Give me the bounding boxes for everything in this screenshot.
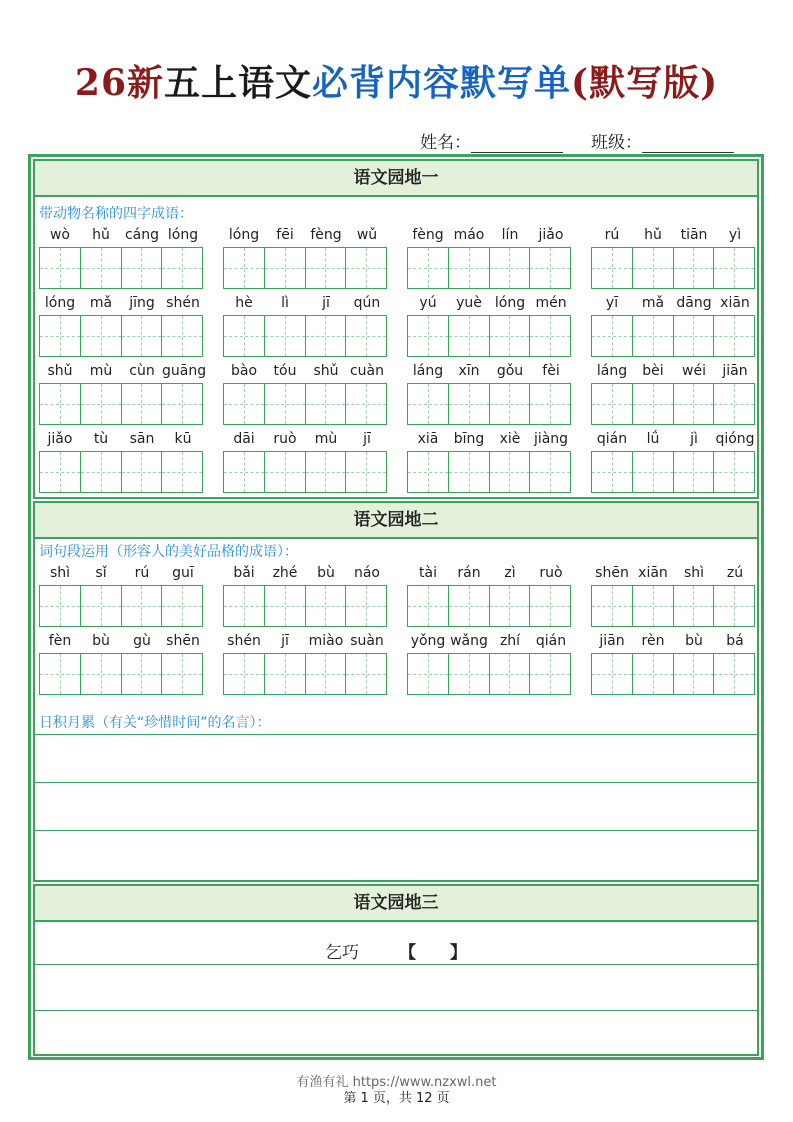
pinyin-label: gù bbox=[133, 633, 151, 649]
grid-cell[interactable] bbox=[490, 654, 531, 694]
writing-grid[interactable] bbox=[39, 247, 203, 289]
grid-cell[interactable] bbox=[714, 384, 754, 424]
pinyin-label: mén bbox=[535, 295, 567, 311]
title-part4: (默写版) bbox=[571, 62, 719, 104]
grid-cell[interactable] bbox=[40, 248, 81, 288]
grid-cell[interactable] bbox=[224, 316, 265, 356]
pinyin-label: cùn bbox=[129, 363, 155, 379]
pinyin-label: qián bbox=[596, 431, 628, 447]
pinyin-label: ruò bbox=[539, 565, 563, 581]
pinyin-label: shì bbox=[683, 565, 705, 581]
pinyin-label: jiān bbox=[599, 633, 625, 649]
pinyin-label: suàn bbox=[350, 633, 384, 649]
pinyin-label: fèn bbox=[48, 633, 72, 649]
section-1 bbox=[33, 159, 759, 499]
pinyin-label: jī bbox=[322, 295, 330, 311]
grid-cell[interactable] bbox=[162, 248, 202, 288]
class-label: 班级： bbox=[591, 133, 642, 153]
pinyin-label: bīng bbox=[453, 431, 485, 447]
title-part2: 五上语文 bbox=[164, 62, 313, 104]
grid-cell[interactable] bbox=[449, 384, 490, 424]
pinyin-label: rèn bbox=[641, 633, 665, 649]
grid-cell[interactable] bbox=[265, 452, 306, 492]
grid-cell[interactable] bbox=[490, 452, 531, 492]
writing-line bbox=[35, 830, 757, 831]
title-part3: 必背内容默写单 bbox=[312, 62, 572, 104]
pinyin-label: xiān bbox=[720, 295, 750, 311]
writing-grid[interactable] bbox=[407, 451, 571, 493]
pinyin-label: jiǎo bbox=[538, 227, 564, 243]
writing-grid[interactable] bbox=[591, 315, 755, 357]
grid-cell[interactable] bbox=[490, 316, 531, 356]
grid-cell[interactable] bbox=[224, 586, 265, 626]
writing-grid[interactable] bbox=[223, 653, 387, 695]
pinyin-label: lì bbox=[281, 295, 289, 311]
pinyin-label: rú bbox=[134, 565, 150, 581]
grid-cell[interactable] bbox=[633, 654, 674, 694]
grid-cell[interactable] bbox=[162, 316, 202, 356]
grid-cell[interactable] bbox=[162, 384, 202, 424]
writing-line bbox=[35, 734, 757, 735]
grid-cell[interactable] bbox=[449, 316, 490, 356]
pinyin-label: náo bbox=[353, 565, 381, 581]
pinyin-label: zhí bbox=[499, 633, 521, 649]
footer-watermark: 有渔有礼 https://www.nzxwl.net bbox=[296, 1075, 497, 1090]
poem-title: 乞巧 bbox=[325, 943, 359, 963]
pinyin-label: xiè bbox=[499, 431, 521, 447]
grid-cell[interactable] bbox=[633, 452, 674, 492]
grid-cell[interactable] bbox=[346, 316, 386, 356]
grid-cell[interactable] bbox=[408, 452, 449, 492]
grid-cell[interactable] bbox=[592, 654, 633, 694]
grid-cell[interactable] bbox=[306, 586, 347, 626]
pinyin-label: jī bbox=[281, 633, 289, 649]
pinyin-label: qún bbox=[353, 295, 381, 311]
section-2-sublabel: 词句段运用（形容人的美好品格的成语）： bbox=[39, 544, 298, 560]
pinyin-label: jiǎo bbox=[47, 431, 73, 447]
section-1-header: 语文园地一 bbox=[35, 161, 757, 197]
writing-grid[interactable] bbox=[223, 247, 387, 289]
pinyin-label: shén bbox=[227, 633, 261, 649]
grid-cell[interactable] bbox=[530, 248, 570, 288]
grid-cell[interactable] bbox=[265, 316, 306, 356]
pinyin-label: fèi bbox=[542, 363, 560, 379]
pinyin-label: shǔ bbox=[47, 363, 73, 379]
pinyin-label: wǔ bbox=[356, 227, 378, 243]
pinyin-label: bù bbox=[685, 633, 703, 649]
pinyin-label: sǐ bbox=[95, 565, 107, 581]
grid-cell[interactable] bbox=[81, 248, 122, 288]
grid-cell[interactable] bbox=[530, 586, 570, 626]
writing-line bbox=[35, 782, 757, 783]
grid-cell[interactable] bbox=[490, 586, 531, 626]
grid-cell[interactable] bbox=[674, 452, 715, 492]
section-2-sublabel2: 日积月累（有关“珍惜时间”的名言）： bbox=[39, 715, 271, 731]
grid-cell[interactable] bbox=[162, 452, 202, 492]
grid-cell[interactable] bbox=[346, 586, 386, 626]
grid-cell[interactable] bbox=[530, 384, 570, 424]
pinyin-label: lín bbox=[501, 227, 519, 243]
pinyin-label: yuè bbox=[456, 295, 482, 311]
grid-cell[interactable] bbox=[40, 452, 81, 492]
pinyin-label: fèng bbox=[412, 227, 444, 243]
writing-line bbox=[35, 964, 757, 965]
pinyin-label: jiān bbox=[722, 363, 748, 379]
pinyin-label: bèi bbox=[642, 363, 664, 379]
pinyin-label: bào bbox=[230, 363, 258, 379]
writing-grid[interactable] bbox=[39, 383, 203, 425]
writing-grid[interactable] bbox=[223, 315, 387, 357]
grid-cell[interactable] bbox=[674, 586, 715, 626]
writing-grid[interactable] bbox=[407, 315, 571, 357]
pinyin-label: yì bbox=[728, 227, 742, 243]
grid-cell[interactable] bbox=[714, 248, 754, 288]
grid-cell[interactable] bbox=[122, 654, 163, 694]
pinyin-label: tiān bbox=[680, 227, 708, 243]
poem-item bbox=[35, 938, 757, 963]
name-label: 姓名： bbox=[420, 133, 471, 153]
grid-cell[interactable] bbox=[346, 452, 386, 492]
pinyin-label: yǒng bbox=[410, 633, 446, 649]
grid-cell[interactable] bbox=[224, 452, 265, 492]
pinyin-label: jiàng bbox=[533, 431, 569, 447]
pinyin-label: jīng bbox=[129, 295, 155, 311]
grid-cell[interactable] bbox=[408, 384, 449, 424]
grid-cell[interactable] bbox=[490, 384, 531, 424]
grid-cell[interactable] bbox=[592, 316, 633, 356]
grid-cell[interactable] bbox=[122, 316, 163, 356]
grid-cell[interactable] bbox=[346, 384, 386, 424]
pinyin-label: lóng bbox=[494, 295, 526, 311]
pinyin-label: qián bbox=[535, 633, 567, 649]
pinyin-label: wéi bbox=[682, 363, 706, 379]
grid-cell[interactable] bbox=[162, 654, 202, 694]
pinyin-label: sān bbox=[129, 431, 155, 447]
grid-cell[interactable] bbox=[265, 248, 306, 288]
grid-cell[interactable] bbox=[122, 248, 163, 288]
grid-cell[interactable] bbox=[81, 452, 122, 492]
grid-cell[interactable] bbox=[265, 586, 306, 626]
pinyin-label: bù bbox=[317, 565, 335, 581]
grid-cell[interactable] bbox=[162, 586, 202, 626]
grid-cell[interactable] bbox=[674, 654, 715, 694]
pinyin-label: shén bbox=[166, 295, 200, 311]
grid-cell[interactable] bbox=[633, 384, 674, 424]
writing-grid[interactable] bbox=[223, 383, 387, 425]
pinyin-label: lóng bbox=[44, 295, 76, 311]
grid-cell[interactable] bbox=[633, 316, 674, 356]
grid-cell[interactable] bbox=[714, 316, 754, 356]
pinyin-label: mǎ bbox=[641, 295, 665, 311]
pinyin-label: lǘ bbox=[646, 431, 660, 447]
grid-cell[interactable] bbox=[592, 248, 633, 288]
writing-grid[interactable] bbox=[591, 585, 755, 627]
writing-grid[interactable] bbox=[39, 585, 203, 627]
pinyin-label: tóu bbox=[273, 363, 297, 379]
grid-cell[interactable] bbox=[592, 384, 633, 424]
pinyin-label: bá bbox=[726, 633, 744, 649]
section-2-header: 语文园地二 bbox=[35, 503, 757, 539]
pinyin-label: jì bbox=[690, 431, 698, 447]
writing-grid[interactable] bbox=[591, 451, 755, 493]
class-field[interactable] bbox=[642, 136, 734, 153]
pinyin-label: zì bbox=[504, 565, 516, 581]
pinyin-label: qióng bbox=[715, 431, 755, 447]
grid-cell[interactable] bbox=[674, 248, 715, 288]
pinyin-label: hǔ bbox=[644, 227, 662, 243]
pinyin-label: cáng bbox=[124, 227, 160, 243]
grid-cell[interactable] bbox=[530, 654, 570, 694]
writing-grid[interactable] bbox=[407, 247, 571, 289]
grid-cell[interactable] bbox=[449, 452, 490, 492]
writing-line bbox=[35, 1010, 757, 1011]
pinyin-label: yú bbox=[419, 295, 437, 311]
writing-grid[interactable] bbox=[407, 653, 571, 695]
grid-cell[interactable] bbox=[306, 654, 347, 694]
pinyin-label: mǎ bbox=[89, 295, 113, 311]
section-2 bbox=[33, 501, 759, 882]
grid-cell[interactable] bbox=[449, 248, 490, 288]
grid-cell[interactable] bbox=[81, 654, 122, 694]
pinyin-label: fèng bbox=[310, 227, 342, 243]
grid-cell[interactable] bbox=[346, 654, 386, 694]
pinyin-label: láng bbox=[412, 363, 444, 379]
pinyin-label: wò bbox=[49, 227, 70, 243]
grid-cell[interactable] bbox=[122, 586, 163, 626]
pinyin-label: láng bbox=[596, 363, 628, 379]
writing-grid[interactable] bbox=[591, 247, 755, 289]
grid-cell[interactable] bbox=[714, 586, 754, 626]
section-3-header: 语文园地三 bbox=[35, 886, 757, 922]
grid-cell[interactable] bbox=[674, 384, 715, 424]
grid-cell[interactable] bbox=[122, 452, 163, 492]
grid-cell[interactable] bbox=[122, 384, 163, 424]
grid-cell[interactable] bbox=[81, 586, 122, 626]
grid-cell[interactable] bbox=[449, 586, 490, 626]
pinyin-label: máo bbox=[453, 227, 485, 243]
grid-cell[interactable] bbox=[449, 654, 490, 694]
grid-cell[interactable] bbox=[40, 384, 81, 424]
name-class-bar bbox=[420, 128, 734, 153]
page-title bbox=[0, 60, 793, 106]
pinyin-label: jī bbox=[363, 431, 371, 447]
grid-cell[interactable] bbox=[408, 248, 449, 288]
pinyin-label: rú bbox=[604, 227, 620, 243]
pinyin-label: xiā bbox=[417, 431, 439, 447]
grid-cell[interactable] bbox=[490, 248, 531, 288]
pinyin-label: lóng bbox=[167, 227, 199, 243]
pinyin-label: shēn bbox=[166, 633, 200, 649]
pinyin-label: shēn bbox=[595, 565, 629, 581]
pinyin-label: wǎng bbox=[450, 633, 488, 649]
pinyin-label: bù bbox=[92, 633, 110, 649]
pinyin-label: tù bbox=[93, 431, 109, 447]
grid-cell[interactable] bbox=[224, 248, 265, 288]
writing-grid[interactable] bbox=[407, 383, 571, 425]
pinyin-label: tài bbox=[419, 565, 437, 581]
grid-cell[interactable] bbox=[408, 586, 449, 626]
grid-cell[interactable] bbox=[265, 384, 306, 424]
pinyin-label: fēi bbox=[276, 227, 294, 243]
grid-cell[interactable] bbox=[81, 384, 122, 424]
pinyin-label: ruò bbox=[273, 431, 297, 447]
answer-bracket[interactable]: 【 】 bbox=[399, 943, 467, 963]
grid-cell[interactable] bbox=[530, 316, 570, 356]
writing-grid[interactable] bbox=[39, 451, 203, 493]
grid-cell[interactable] bbox=[306, 384, 347, 424]
grid-cell[interactable] bbox=[265, 654, 306, 694]
grid-cell[interactable] bbox=[592, 586, 633, 626]
pinyin-label: guāng bbox=[162, 363, 207, 379]
section-1-sublabel: 带动物名称的四字成语： bbox=[39, 206, 193, 222]
footer-page-number: 第 1 页，共 12 页 bbox=[343, 1091, 450, 1106]
grid-cell[interactable] bbox=[408, 316, 449, 356]
writing-grid[interactable] bbox=[39, 315, 203, 357]
grid-cell[interactable] bbox=[40, 316, 81, 356]
section-3 bbox=[33, 884, 759, 1056]
grid-cell[interactable] bbox=[40, 586, 81, 626]
grid-cell[interactable] bbox=[306, 316, 347, 356]
grid-cell[interactable] bbox=[306, 452, 347, 492]
writing-grid[interactable] bbox=[591, 383, 755, 425]
pinyin-label: dāng bbox=[676, 295, 712, 311]
grid-cell[interactable] bbox=[714, 452, 754, 492]
pinyin-label: zú bbox=[726, 565, 744, 581]
grid-cell[interactable] bbox=[633, 586, 674, 626]
pinyin-label: rán bbox=[457, 565, 481, 581]
writing-grid[interactable] bbox=[39, 653, 203, 695]
pinyin-label: zhé bbox=[272, 565, 298, 581]
name-field[interactable] bbox=[471, 136, 563, 153]
pinyin-label: xiān bbox=[638, 565, 668, 581]
grid-cell[interactable] bbox=[346, 248, 386, 288]
pinyin-label: mù bbox=[89, 363, 113, 379]
title-part1: 26新 bbox=[74, 62, 164, 104]
grid-cell[interactable] bbox=[408, 654, 449, 694]
pinyin-label: yī bbox=[605, 295, 619, 311]
grid-cell[interactable] bbox=[530, 452, 570, 492]
pinyin-label: gǒu bbox=[496, 363, 524, 379]
pinyin-label: bǎi bbox=[233, 565, 255, 581]
grid-cell[interactable] bbox=[714, 654, 754, 694]
writing-grid[interactable] bbox=[223, 451, 387, 493]
grid-cell[interactable] bbox=[592, 452, 633, 492]
grid-cell[interactable] bbox=[224, 654, 265, 694]
writing-grid[interactable] bbox=[591, 653, 755, 695]
grid-cell[interactable] bbox=[633, 248, 674, 288]
pinyin-label: lóng bbox=[228, 227, 260, 243]
pinyin-label: miào bbox=[308, 633, 344, 649]
pinyin-label: cuàn bbox=[349, 363, 385, 379]
pinyin-label: mù bbox=[314, 431, 338, 447]
grid-cell[interactable] bbox=[224, 384, 265, 424]
grid-cell[interactable] bbox=[674, 316, 715, 356]
pinyin-label: xīn bbox=[458, 363, 480, 379]
grid-cell[interactable] bbox=[306, 248, 347, 288]
pinyin-label: dāi bbox=[233, 431, 255, 447]
writing-grid[interactable] bbox=[407, 585, 571, 627]
pinyin-label: shì bbox=[49, 565, 71, 581]
pinyin-label: shǔ bbox=[313, 363, 339, 379]
pinyin-label: hè bbox=[235, 295, 253, 311]
grid-cell[interactable] bbox=[81, 316, 122, 356]
pinyin-label: guī bbox=[172, 565, 194, 581]
grid-cell[interactable] bbox=[40, 654, 81, 694]
writing-grid[interactable] bbox=[223, 585, 387, 627]
pinyin-label: kū bbox=[174, 431, 192, 447]
pinyin-label: hǔ bbox=[92, 227, 110, 243]
